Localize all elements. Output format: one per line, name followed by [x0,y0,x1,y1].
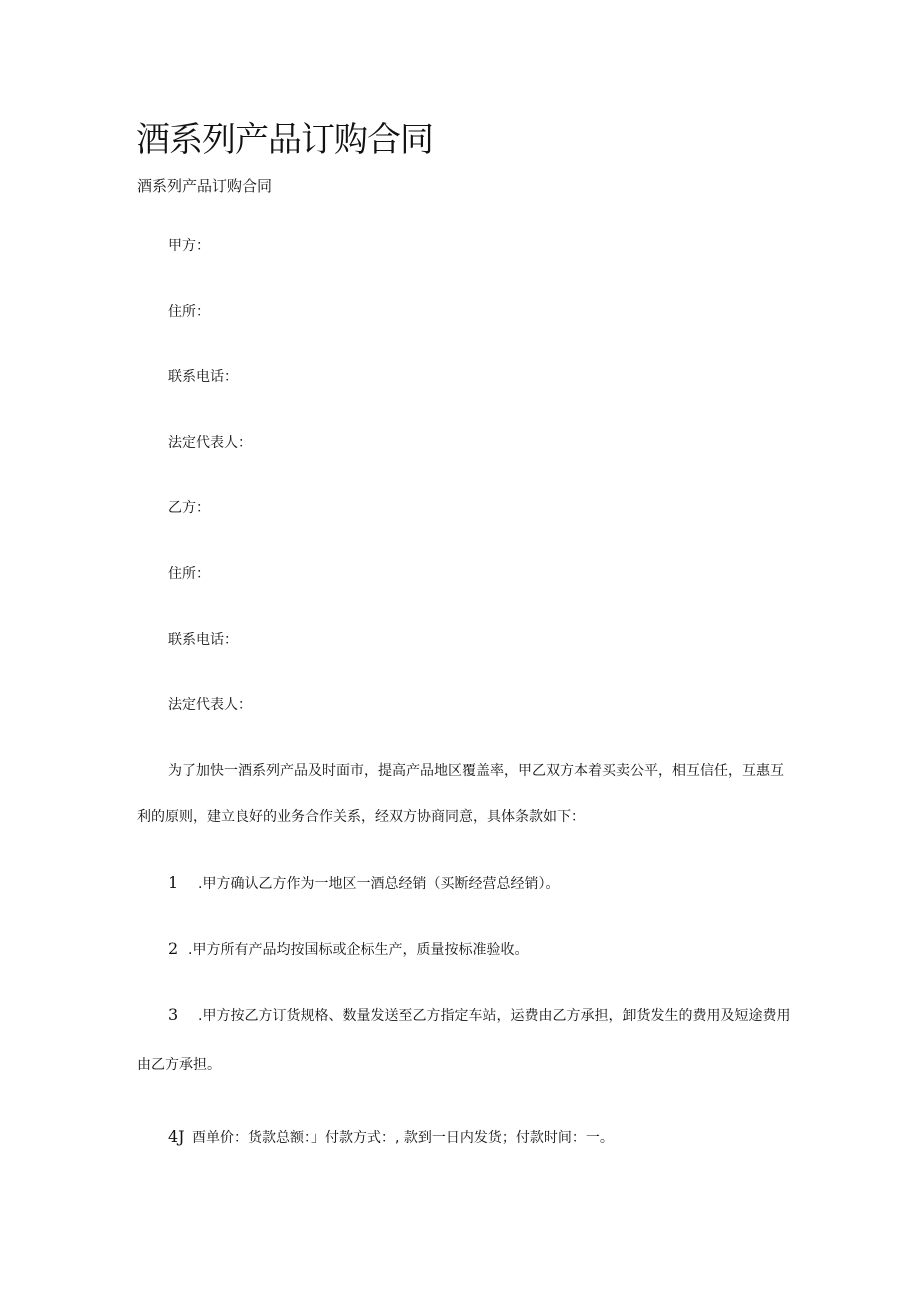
clause-text: .甲方按乙方订货规格、数量发送至乙方指定车站，运费由乙方承担，卸货发生的费用及短途费用 [198,1008,791,1024]
document-subtitle: 酒系列产品订购合同 [137,177,273,195]
party-b-phone-label: 联系电话： [168,632,238,648]
party-b-label: 乙方： [168,500,210,516]
party-b-rep-label: 法定代表人： [168,697,252,713]
clause-number: 3 [168,1005,179,1024]
clause-text: 酉单价：货款总额：」付款方式：, 款到一日内发货；付款时间：一。 [192,1130,614,1146]
clause-number: 4J [168,1127,185,1146]
party-a-phone-label: 联系电话： [168,369,238,385]
intro-paragraph-line-2: 利的原则，建立良好的业务合作关系，经双方协商同意，具体条款如下： [137,809,585,825]
clause-3-continuation: 由乙方承担。 [137,1057,221,1073]
clause-text: .甲方确认乙方作为一地区一酒总经销（买断经营总经销）。 [198,876,560,892]
clause-number: 2 [168,939,179,958]
clause-4 [168,1127,614,1148]
clause-2 [168,939,528,960]
clause-number: 1 [168,873,179,892]
document-title: 酒系列产品订购合同 [136,120,433,160]
clause-1 [168,873,559,894]
clause-text: .甲方所有产品均按国标或企标生产，质量按标准验收。 [188,942,529,958]
intro-paragraph-line-1: 为了加快一酒系列产品及时面市，提高产品地区覆盖率，甲乙双方本着买卖公平，相互信任，互惠互 [168,763,784,779]
party-b-address-label: 住所： [168,566,210,582]
party-a-rep-label: 法定代表人： [168,435,252,451]
party-a-address-label: 住所： [168,304,210,320]
clause-3 [168,1005,790,1026]
party-a-label: 甲方： [168,238,210,254]
